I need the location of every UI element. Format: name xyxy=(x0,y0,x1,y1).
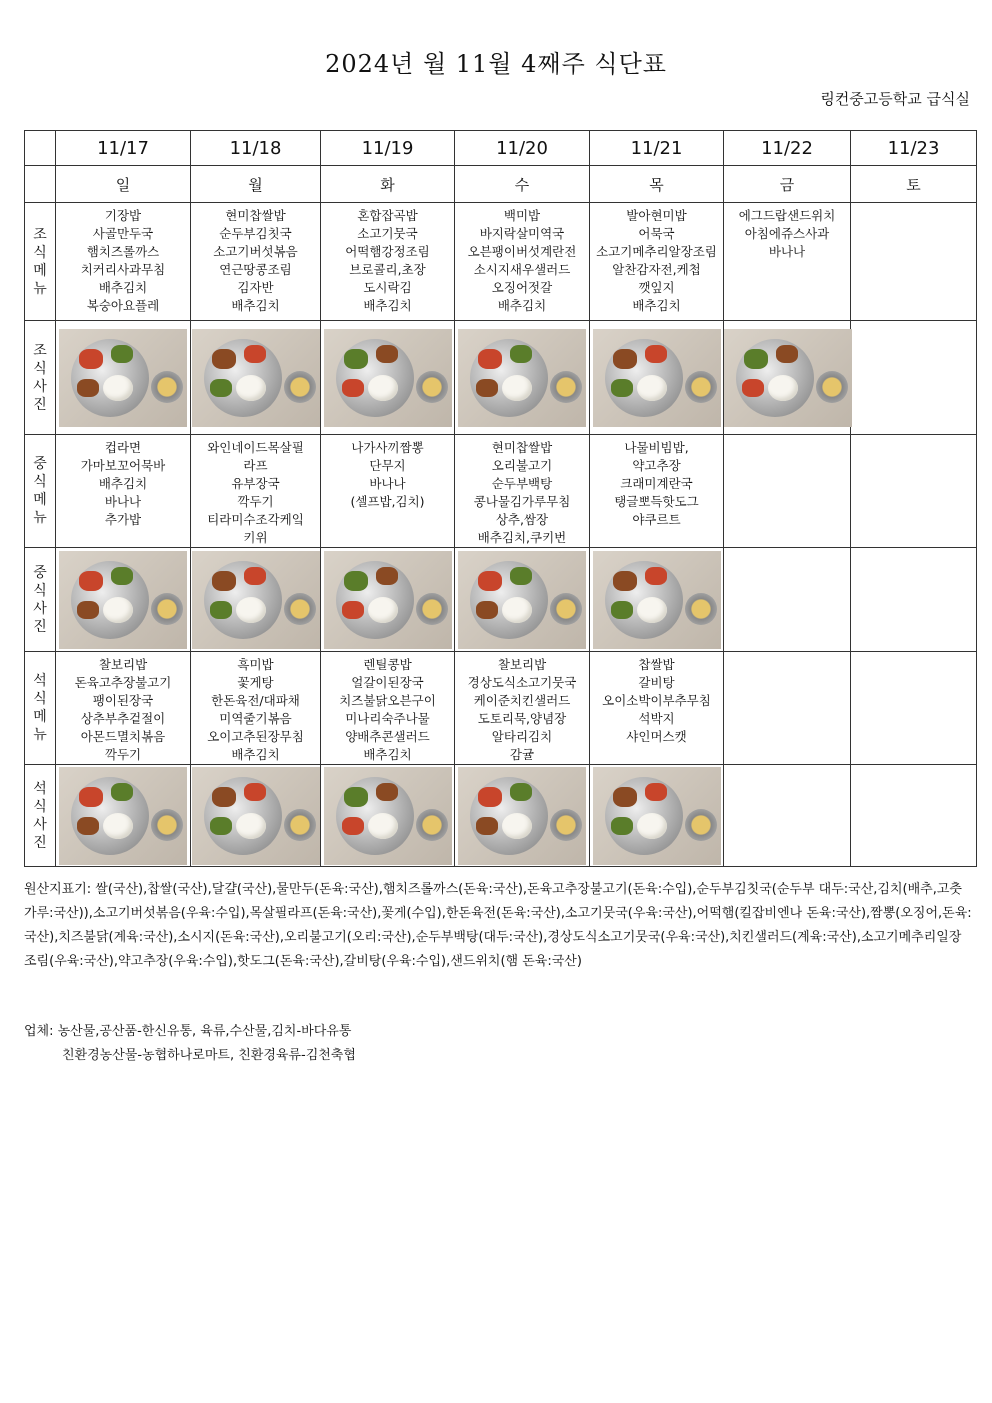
row-label-breakfast-menu xyxy=(25,203,56,321)
date-cell: 11/20 xyxy=(455,131,590,166)
menu-item: 렌틸콩밥 xyxy=(363,657,412,672)
menu-item: 혼합잡곡밥 xyxy=(357,208,418,223)
lunch-photo-cell xyxy=(191,548,321,652)
dinner-photo-cell xyxy=(56,765,191,867)
menu-item: 한돈육전/대파채 xyxy=(211,693,300,708)
day-cell: 화 xyxy=(321,166,455,203)
dinner-menu-row xyxy=(25,652,977,765)
menu-table xyxy=(24,130,977,867)
menu-item: 오이소박이부추무침 xyxy=(602,693,711,708)
dinner-menu-cell xyxy=(56,652,191,765)
row-label-char: 식 xyxy=(33,582,47,599)
meal-photo xyxy=(593,767,721,865)
menu-item: 경상도식소고기뭇국 xyxy=(467,675,577,690)
dinner-photo-cell xyxy=(321,765,455,867)
date-row xyxy=(25,131,977,166)
menu-item: 순두부김칫국 xyxy=(219,226,292,241)
menu-item: 배추김치,쿠키번 xyxy=(477,530,567,545)
menu-item: 갈비탕 xyxy=(638,675,675,690)
menu-item: 찹쌀밥 xyxy=(638,657,675,672)
vendor-line-1: 업체: 농산물,공산품-한신유통, 육류,수산물,김치-바다유통 xyxy=(24,1024,352,1039)
menu-item: 배추김치 xyxy=(231,298,280,313)
row-label-char: 메 xyxy=(33,262,47,279)
menu-item: 깍두기 xyxy=(237,494,274,509)
menu-item: 기장밥 xyxy=(104,208,142,223)
breakfast-photo-cell xyxy=(56,321,191,435)
menu-item: 팽이된장국 xyxy=(92,693,154,708)
menu-item: 콩나물김가루무침 xyxy=(473,494,571,509)
breakfast-photo-cell xyxy=(321,321,455,435)
menu-item: 얼갈이된장국 xyxy=(351,675,424,690)
menu-item: 현미찹쌀밥 xyxy=(491,440,553,455)
menu-item: 약고추장 xyxy=(632,458,681,473)
date-cell: 11/22 xyxy=(724,131,851,166)
row-label-char: 메 xyxy=(33,492,47,508)
lunch-photo-cell xyxy=(724,548,851,652)
dinner-menu-cell xyxy=(851,652,977,765)
breakfast-menu-cell xyxy=(56,203,191,321)
menu-item: 순두부백탕 xyxy=(491,476,553,491)
row-label-char: 식 xyxy=(33,691,47,707)
meal-photo xyxy=(59,551,187,649)
row-label-char: 진 xyxy=(33,396,47,413)
menu-item: 미역줄기볶음 xyxy=(219,711,292,726)
row-label-char: 중 xyxy=(33,564,47,581)
menu-item: (셀프밥,김치) xyxy=(350,494,425,509)
row-label-lunch-menu xyxy=(25,435,56,548)
dinner-photo-cell xyxy=(590,765,724,867)
menu-item: 소고기버섯볶음 xyxy=(213,244,298,259)
lunch-menu-cell xyxy=(56,435,191,548)
meal-photo xyxy=(192,767,320,865)
menu-item: 추가밥 xyxy=(104,512,142,527)
lunch-photo-cell xyxy=(56,548,191,652)
row-label-char: 사 xyxy=(33,816,47,833)
dinner-photo-cell xyxy=(455,765,590,867)
meal-photo xyxy=(593,329,721,427)
menu-item: 배추김치 xyxy=(632,298,681,313)
meal-photo xyxy=(192,329,320,427)
menu-item: 나물비빔밥, xyxy=(624,440,689,455)
menu-item: 소고기메추리알장조림 xyxy=(596,244,717,259)
origin-notes: 원산지표기: 쌀(국산),찹쌀(국산),달걀(국산),물만두(돈육:국산),햄치즈롤까스(돈육:국산),돈육고추장불고기(돈육:수입),순두부김칫국(순두부 대두:국산,김치(배추,고춧가루:국산)),소고기버섯볶음(우육:수입),목살필라프(돈육:국산),꽃게(수입),한돈육전(돈육:국산),소고기뭇국(우육:국산),어떡햄(킬잡비엔나 돈육:국산),짬뽕(오징어,돈육:국산),치즈불닭(계육:국산),소시지(돈육:국산),오리불고기(오리:국산),순두부백탕(대두:국산),경상도식소고기뭇국(우육:국산),치킨샐러드(계육:국산),소고기메추리일장조림(우육:국산),약고추장(우육:수입),핫도그(돈육:국산),갈비탕(우육:수입),샌드위치(햄 돈육:국산) xyxy=(24,882,972,969)
school-name: 링컨중고등학교 급식실 xyxy=(820,90,970,108)
row-label-char: 진 xyxy=(33,834,47,851)
menu-item: 치즈불닭오븐구이 xyxy=(339,693,436,708)
breakfast-menu-cell xyxy=(851,203,977,321)
row-label-char: 석 xyxy=(33,780,47,797)
menu-item: 배추김치 xyxy=(497,298,547,313)
row-label-char: 뉴 xyxy=(33,510,47,526)
vendor-notes xyxy=(24,1020,972,1068)
menu-item: 소고기뭇국 xyxy=(357,226,418,241)
menu-item: 유부장국 xyxy=(231,476,280,491)
row-label-char: 식 xyxy=(33,244,47,261)
menu-item: 오징어젓갈 xyxy=(491,280,553,295)
meal-photo xyxy=(458,551,586,649)
day-cell: 목 xyxy=(590,166,724,203)
menu-item: 키위 xyxy=(243,530,268,545)
menu-item: 사골만두국 xyxy=(92,226,154,241)
menu-item: 바지락살미역국 xyxy=(479,226,565,241)
menu-item: 배추김치 xyxy=(363,747,412,762)
row-label-char: 사 xyxy=(33,378,47,395)
menu-item: 연근땅콩조림 xyxy=(219,262,292,277)
menu-item: 나가사끼짬뽕 xyxy=(351,440,424,455)
menu-item: 어묵국 xyxy=(638,226,675,241)
menu-item: 양배추콘샐러드 xyxy=(345,729,430,744)
date-cell: 11/18 xyxy=(191,131,321,166)
breakfast-menu-cell xyxy=(321,203,455,321)
dinner-menu-cell xyxy=(455,652,590,765)
lunch-photo-cell xyxy=(851,548,977,652)
breakfast-photo-cell xyxy=(851,321,977,435)
menu-item: 티라미수조각케잌 xyxy=(207,512,304,527)
menu-item: 알찬감자전,케첩 xyxy=(612,262,701,277)
row-label-char: 식 xyxy=(33,474,47,490)
menu-item: 오이고추된장무침 xyxy=(207,729,304,744)
menu-item: 도토리묵,양념장 xyxy=(477,711,567,726)
row-label-char: 사 xyxy=(33,600,47,617)
breakfast-menu-cell xyxy=(191,203,321,321)
menu-item: 찰보리밥 xyxy=(497,657,547,672)
menu-item: 김자반 xyxy=(237,280,274,295)
row-label-char: 뉴 xyxy=(33,280,47,297)
breakfast-photo-row xyxy=(25,321,977,435)
menu-item: 배추김치 xyxy=(98,280,148,295)
breakfast-menu-cell xyxy=(455,203,590,321)
menu-item: 브로콜리,초장 xyxy=(349,262,426,277)
menu-item: 흑미밥 xyxy=(237,657,274,672)
menu-item: 햄치즈롤까스 xyxy=(86,244,160,259)
row-label-char: 뉴 xyxy=(33,727,47,743)
lunch-menu-row xyxy=(25,435,977,548)
date-cell: 11/23 xyxy=(851,131,977,166)
menu-item: 오븐팽이버섯계란전 xyxy=(467,244,577,259)
lunch-menu-cell xyxy=(851,435,977,548)
menu-item: 가마보꼬어묵바 xyxy=(80,458,166,473)
lunch-menu-cell xyxy=(191,435,321,548)
lunch-menu-cell xyxy=(321,435,455,548)
menu-item: 샤인머스캣 xyxy=(626,729,687,744)
meal-photo xyxy=(324,551,452,649)
date-cell: 11/17 xyxy=(56,131,191,166)
dinner-menu-cell xyxy=(321,652,455,765)
menu-item: 크래미계란국 xyxy=(620,476,693,491)
row-label-char: 메 xyxy=(33,709,47,725)
menu-item: 오리불고기 xyxy=(491,458,553,473)
menu-item: 도시락김 xyxy=(363,280,412,295)
menu-item: 에그드랍샌드위치 xyxy=(738,208,836,223)
meal-photo xyxy=(724,329,852,427)
lunch-photo-cell xyxy=(321,548,455,652)
menu-item: 단무지 xyxy=(369,458,406,473)
menu-item: 현미찹쌀밥 xyxy=(225,208,286,223)
menu-item: 석박지 xyxy=(638,711,675,726)
row-label-dinner-menu xyxy=(25,652,56,765)
lunch-photo-row xyxy=(25,548,977,652)
breakfast-photo-cell xyxy=(455,321,590,435)
menu-item: 야쿠르트 xyxy=(632,512,681,527)
menu-item: 감귤 xyxy=(509,747,535,762)
lunch-menu-cell xyxy=(724,435,851,548)
menu-item: 깻잎지 xyxy=(638,280,675,295)
meal-photo xyxy=(593,551,721,649)
date-cell: 11/21 xyxy=(590,131,724,166)
menu-item: 배추김치 xyxy=(98,476,148,491)
menu-item: 소시지새우샐러드 xyxy=(473,262,571,277)
day-cell: 월 xyxy=(191,166,321,203)
menu-item: 와인네이드목살필 xyxy=(207,440,304,455)
day-row xyxy=(25,166,977,203)
vendor-line-2: 친환경농산물-농협하나로마트, 친환경육류-김천축협 xyxy=(62,1048,356,1063)
menu-item: 케이준치킨샐러드 xyxy=(473,693,571,708)
row-label-char: 식 xyxy=(33,798,47,815)
breakfast-menu-cell xyxy=(590,203,724,321)
day-cell: 금 xyxy=(724,166,851,203)
day-cell: 일 xyxy=(56,166,191,203)
menu-item: 라프 xyxy=(243,458,268,473)
dinner-photo-cell xyxy=(724,765,851,867)
row-label-breakfast-photo xyxy=(25,321,56,435)
menu-item: 깍두기 xyxy=(104,747,142,762)
breakfast-photo-cell xyxy=(724,321,851,435)
menu-item: 컵라면 xyxy=(104,440,142,455)
day-cell: 토 xyxy=(851,166,977,203)
day-cell: 수 xyxy=(455,166,590,203)
menu-item: 바나나 xyxy=(104,494,142,509)
row-label-char: 식 xyxy=(33,360,47,377)
lunch-menu-cell xyxy=(455,435,590,548)
menu-item: 바나나 xyxy=(369,476,406,491)
menu-item: 아몬드멸치볶음 xyxy=(80,729,166,744)
meal-photo xyxy=(458,329,586,427)
breakfast-photo-cell xyxy=(191,321,321,435)
dinner-menu-cell xyxy=(590,652,724,765)
menu-item: 바나나 xyxy=(768,244,806,259)
breakfast-photo-cell xyxy=(590,321,724,435)
date-cell: 11/19 xyxy=(321,131,455,166)
row-label-lunch-photo xyxy=(25,548,56,652)
lunch-menu-cell xyxy=(590,435,724,548)
dinner-photo-cell xyxy=(851,765,977,867)
menu-item: 배추김치 xyxy=(231,747,280,762)
meal-photo xyxy=(458,767,586,865)
menu-item: 발아현미밥 xyxy=(626,208,687,223)
menu-item: 어떡햄강정조림 xyxy=(345,244,430,259)
meal-photo xyxy=(324,767,452,865)
meal-photo xyxy=(324,329,452,427)
menu-item: 알타리김치 xyxy=(491,729,553,744)
dinner-menu-cell xyxy=(724,652,851,765)
lunch-photo-cell xyxy=(455,548,590,652)
row-label-dinner-photo xyxy=(25,765,56,867)
menu-item: 탱글뽀득핫도그 xyxy=(614,494,699,509)
row-label-char: 석 xyxy=(33,673,47,689)
page-title: 2024년 월 11월 4째주 식단표 xyxy=(325,50,667,78)
menu-item: 미나리숙주나물 xyxy=(345,711,430,726)
menu-item: 돈육고추장불고기 xyxy=(74,675,172,690)
row-label-char: 조 xyxy=(33,342,47,359)
meal-photo xyxy=(59,329,187,427)
menu-item: 꽃게탕 xyxy=(237,675,274,690)
menu-item: 치커리사과무침 xyxy=(80,262,166,277)
menu-item: 상추,쌈장 xyxy=(495,512,549,527)
lunch-photo-cell xyxy=(590,548,724,652)
menu-item: 상추부추겉절이 xyxy=(80,711,166,726)
menu-item: 아침에쥬스사과 xyxy=(744,226,830,241)
dinner-photo-row xyxy=(25,765,977,867)
breakfast-menu-cell xyxy=(724,203,851,321)
menu-item: 찰보리밥 xyxy=(98,657,148,672)
menu-item: 배추김치 xyxy=(363,298,412,313)
row-label-char: 진 xyxy=(33,618,47,635)
dinner-menu-cell xyxy=(191,652,321,765)
meal-photo xyxy=(192,551,320,649)
menu-item: 복숭아요플레 xyxy=(86,298,160,313)
menu-item: 백미밥 xyxy=(503,208,541,223)
breakfast-menu-row xyxy=(25,203,977,321)
dinner-photo-cell xyxy=(191,765,321,867)
row-label-char: 조 xyxy=(33,226,47,243)
meal-photo xyxy=(59,767,187,865)
row-label-char: 중 xyxy=(33,456,47,472)
